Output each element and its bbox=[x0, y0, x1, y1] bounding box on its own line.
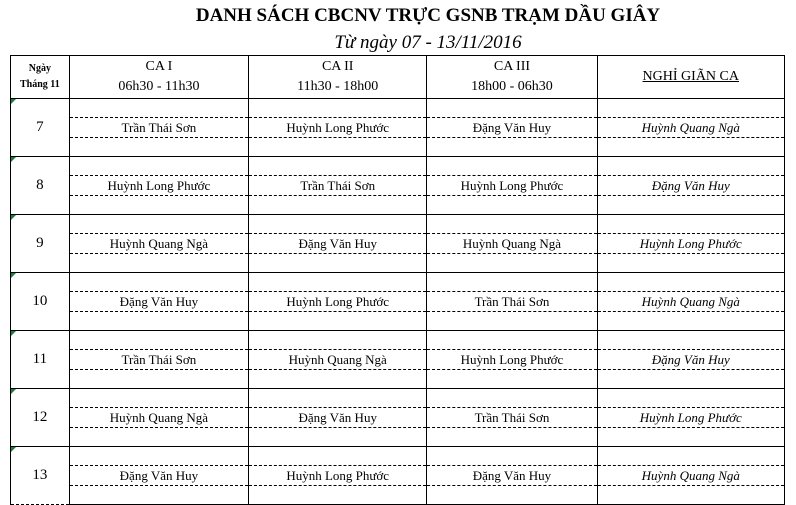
spacer-cell bbox=[249, 389, 427, 408]
header-day-line2: Tháng 11 bbox=[20, 79, 60, 90]
spacer-cell bbox=[597, 486, 784, 505]
spacer-cell bbox=[597, 138, 784, 157]
schedule-table bbox=[10, 55, 785, 505]
table-row bbox=[11, 428, 785, 447]
table-row bbox=[11, 447, 785, 466]
table-row bbox=[11, 99, 785, 118]
header-day-line1: Ngày bbox=[28, 63, 51, 74]
header-rest bbox=[597, 56, 784, 99]
table-row bbox=[11, 350, 785, 370]
table-row bbox=[11, 408, 785, 428]
spacer-cell bbox=[69, 99, 248, 118]
rest-cell: Đặng Văn Huy bbox=[597, 176, 784, 196]
shift-1-cell: Huỳnh Quang Ngà bbox=[69, 408, 248, 428]
spacer-cell bbox=[427, 389, 597, 408]
table-row bbox=[11, 389, 785, 408]
spacer-cell bbox=[597, 370, 784, 389]
spacer-cell bbox=[249, 273, 427, 292]
spacer-cell bbox=[427, 157, 597, 176]
spacer-cell bbox=[69, 312, 248, 331]
table-row bbox=[11, 273, 785, 292]
spacer-cell bbox=[427, 486, 597, 505]
spacer-cell bbox=[427, 331, 597, 350]
spacer-cell bbox=[597, 312, 784, 331]
spacer-cell bbox=[249, 215, 427, 234]
rest-cell: Huỳnh Quang Ngà bbox=[597, 118, 784, 138]
header-shift-1-name: CA I bbox=[145, 59, 173, 74]
spacer-cell bbox=[249, 331, 427, 350]
spacer-cell bbox=[427, 273, 597, 292]
spacer-cell bbox=[69, 331, 248, 350]
spacer-cell bbox=[597, 389, 784, 408]
table-row bbox=[11, 196, 785, 215]
spacer-cell bbox=[427, 254, 597, 273]
spacer-cell bbox=[597, 273, 784, 292]
rest-cell: Huỳnh Quang Ngà bbox=[597, 466, 784, 486]
day-cell: 13 bbox=[11, 447, 70, 505]
header-shift-3 bbox=[427, 56, 597, 99]
spacer-cell bbox=[427, 99, 597, 118]
header-shift-3-time: 18h00 - 06h30 bbox=[471, 79, 553, 94]
header-shift-1 bbox=[69, 56, 248, 99]
shift-1-cell: Huỳnh Quang Ngà bbox=[69, 234, 248, 254]
shift-1-cell: Huỳnh Long Phước bbox=[69, 176, 248, 196]
table-header bbox=[11, 56, 785, 99]
header-shift-2-name: CA II bbox=[321, 59, 354, 74]
spacer-cell bbox=[69, 215, 248, 234]
shift-3-cell: Huỳnh Quang Ngà bbox=[427, 234, 597, 254]
spacer-cell bbox=[249, 370, 427, 389]
spacer-cell bbox=[427, 428, 597, 447]
spacer-cell bbox=[249, 486, 427, 505]
table-row bbox=[11, 292, 785, 312]
shift-3-cell: Đặng Văn Huy bbox=[427, 118, 597, 138]
table-row bbox=[11, 312, 785, 331]
spacer-cell bbox=[427, 196, 597, 215]
spacer-cell bbox=[69, 157, 248, 176]
header-shift-3-name: CA III bbox=[493, 59, 531, 74]
shift-2-cell: Trần Thái Sơn bbox=[249, 176, 427, 196]
spacer-cell bbox=[427, 370, 597, 389]
spacer-cell bbox=[69, 447, 248, 466]
spacer-cell bbox=[249, 138, 427, 157]
spacer-cell bbox=[69, 389, 248, 408]
spacer-cell bbox=[597, 447, 784, 466]
spacer-cell bbox=[427, 447, 597, 466]
table-row bbox=[11, 176, 785, 196]
spacer-cell bbox=[249, 99, 427, 118]
spacer-cell bbox=[427, 312, 597, 331]
shift-1-cell: Đặng Văn Huy bbox=[69, 292, 248, 312]
shift-2-cell: Huỳnh Long Phước bbox=[249, 292, 427, 312]
spacer-cell bbox=[69, 273, 248, 292]
table-row bbox=[11, 331, 785, 350]
table-row bbox=[11, 466, 785, 486]
table-row bbox=[11, 370, 785, 389]
spacer-cell bbox=[249, 157, 427, 176]
shift-2-cell: Huỳnh Quang Ngà bbox=[249, 350, 427, 370]
table-row bbox=[11, 234, 785, 254]
table-body bbox=[11, 99, 785, 505]
spacer-cell bbox=[597, 254, 784, 273]
table-row bbox=[11, 215, 785, 234]
day-cell: 8 bbox=[11, 157, 70, 215]
spacer-cell bbox=[249, 447, 427, 466]
shift-1-cell: Trần Thái Sơn bbox=[69, 118, 248, 138]
shift-3-cell: Huỳnh Long Phước bbox=[427, 350, 597, 370]
rest-cell: Huỳnh Long Phước bbox=[597, 234, 784, 254]
spacer-cell bbox=[69, 254, 248, 273]
day-cell: 7 bbox=[11, 99, 70, 157]
spacer-cell bbox=[427, 138, 597, 157]
spacer-cell bbox=[69, 486, 248, 505]
shift-1-cell: Trần Thái Sơn bbox=[69, 350, 248, 370]
table-row bbox=[11, 157, 785, 176]
spacer-cell bbox=[249, 196, 427, 215]
page-subtitle: Từ ngày 07 - 13/11/2016 bbox=[334, 32, 522, 53]
spacer-cell bbox=[597, 428, 784, 447]
table-row bbox=[11, 138, 785, 157]
rest-cell: Đặng Văn Huy bbox=[597, 350, 784, 370]
shift-2-cell: Đặng Văn Huy bbox=[249, 234, 427, 254]
spacer-cell bbox=[597, 157, 784, 176]
day-cell: 11 bbox=[11, 331, 70, 389]
spacer-cell bbox=[249, 254, 427, 273]
spacer-cell bbox=[597, 196, 784, 215]
header-shift-2-time: 11h30 - 18h00 bbox=[297, 79, 379, 94]
shift-2-cell: Huỳnh Long Phước bbox=[249, 118, 427, 138]
shift-2-cell: Đặng Văn Huy bbox=[249, 408, 427, 428]
shift-2-cell: Huỳnh Long Phước bbox=[249, 466, 427, 486]
spacer-cell bbox=[427, 215, 597, 234]
rest-cell: Huỳnh Quang Ngà bbox=[597, 292, 784, 312]
spacer-cell bbox=[69, 196, 248, 215]
spacer-cell bbox=[597, 99, 784, 118]
header-row bbox=[11, 56, 785, 99]
spacer-cell bbox=[249, 312, 427, 331]
table-row bbox=[11, 254, 785, 273]
spacer-cell bbox=[69, 370, 248, 389]
table-row bbox=[11, 486, 785, 505]
page-title: DANH SÁCH CBCNV TRỰC GSNB TRẠM DẦU GIÂY bbox=[195, 5, 661, 26]
header-shift-2 bbox=[249, 56, 427, 99]
shift-3-cell: Đặng Văn Huy bbox=[427, 466, 597, 486]
shift-3-cell: Trần Thái Sơn bbox=[427, 408, 597, 428]
day-cell: 12 bbox=[11, 389, 70, 447]
spacer-cell bbox=[597, 215, 784, 234]
header-shift-1-time: 06h30 - 11h30 bbox=[118, 79, 200, 94]
spacer-cell bbox=[69, 138, 248, 157]
header-rest-label: NGHỈ GIÃN CA bbox=[642, 69, 739, 84]
spacer-cell bbox=[597, 331, 784, 350]
spacer-cell bbox=[249, 428, 427, 447]
spacer-cell bbox=[69, 428, 248, 447]
rest-cell: Huỳnh Long Phước bbox=[597, 408, 784, 428]
shift-3-cell: Huỳnh Long Phước bbox=[427, 176, 597, 196]
day-cell: 10 bbox=[11, 273, 70, 331]
table-row bbox=[11, 118, 785, 138]
shift-3-cell: Trần Thái Sơn bbox=[427, 292, 597, 312]
header-day bbox=[11, 56, 70, 99]
shift-1-cell: Đặng Văn Huy bbox=[69, 466, 248, 486]
day-cell: 9 bbox=[11, 215, 70, 273]
